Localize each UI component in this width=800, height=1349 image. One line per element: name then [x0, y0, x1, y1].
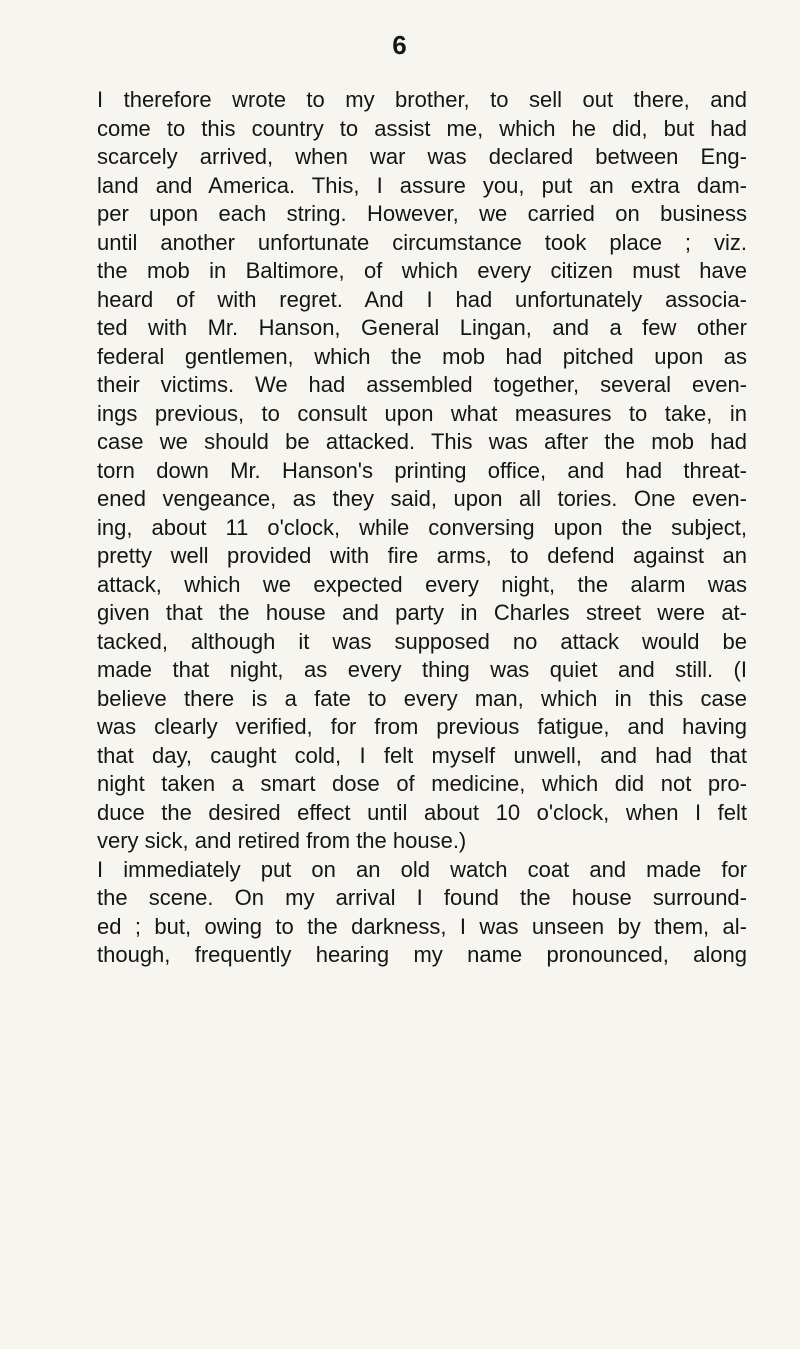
text-line: torn down Mr. Hanson's printing office, and had threat- [97, 457, 747, 483]
text-line: ed ; but, owing to the darkness, I was unseen by them, al- [97, 913, 747, 939]
page-number: 6 [392, 30, 408, 60]
text-line: I therefore wrote to my brother, to sell out there, and [97, 87, 747, 112]
text-line: heard of with regret. And I had unfortunately associa- [97, 286, 747, 312]
text-line: that day, caught cold, I felt myself unwell, and had that [97, 742, 747, 768]
text-line: night taken a smart dose of medicine, which did not pro- [97, 771, 747, 796]
text-line: the mob in Baltimore, of which every citizen must have [97, 258, 747, 283]
text-line: made that night, as every thing was quiet and still. (I [97, 657, 747, 682]
text-line-paragraph-end: very sick, and retired from the house.) [97, 828, 467, 853]
text-line: ened vengeance, as they said, upon all tories. One even- [97, 486, 747, 511]
text-line: ted with Mr. Hanson, General Lingan, and a few other [97, 315, 747, 340]
text-line: pretty well provided with fire arms, to defend against an [97, 543, 747, 568]
text-line: scarcely arrived, when war was declared between Eng- [97, 144, 747, 169]
body-text [97, 86, 747, 970]
text-line: case we should be attacked. This was after the mob had [97, 429, 747, 454]
text-line: federal gentlemen, which the mob had pitched upon as [97, 343, 747, 369]
text-line: land and America. This, I assure you, put an extra dam- [97, 172, 747, 198]
text-line: until another unfortunate circumstance took place ; viz. [97, 229, 747, 255]
text-line: believe there is a fate to every man, which in this case [97, 685, 747, 711]
text-line: the scene. On my arrival I found the house surround- [97, 885, 747, 910]
text-line: ing, about 11 o'clock, while conversing upon the subject, [97, 514, 747, 540]
text-line: attack, which we expected every night, the alarm was [97, 571, 747, 597]
text-line: given that the house and party in Charles street were at- [97, 600, 747, 625]
text-line: per upon each string. However, we carried on business [97, 201, 747, 226]
text-line: though, frequently hearing my name pronounced, along [97, 942, 747, 967]
text-line: I immediately put on an old watch coat and made for [97, 856, 747, 882]
text-line: their victims. We had assembled together, several even- [97, 372, 747, 397]
text-line: duce the desired effect until about 10 o'clock, when I felt [97, 799, 747, 825]
text-line: come to this country to assist me, which he did, but had [97, 115, 747, 141]
text-line: ings previous, to consult upon what measures to take, in [97, 400, 747, 426]
text-line: was clearly verified, for from previous fatigue, and having [97, 714, 747, 739]
text-line: tacked, although it was supposed no attack would be [97, 628, 747, 654]
